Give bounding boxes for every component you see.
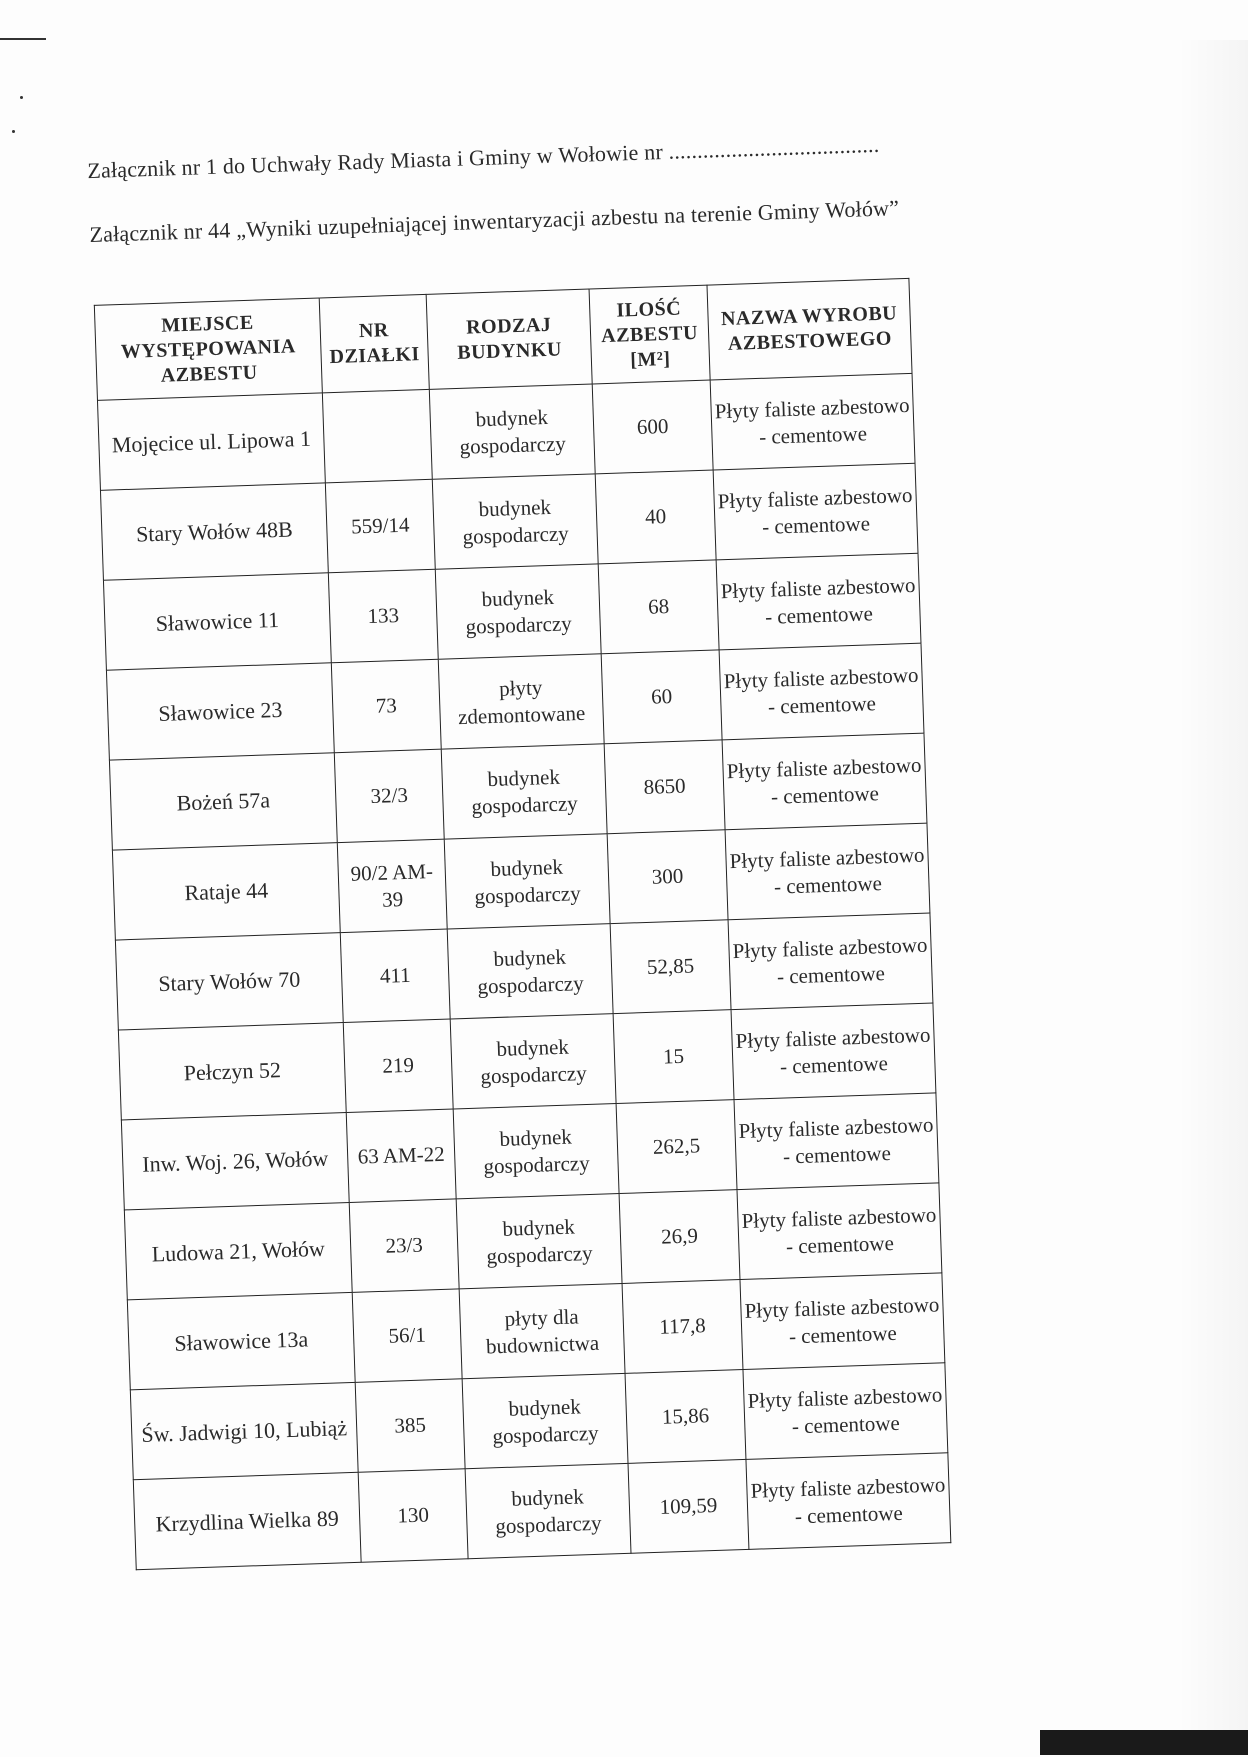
cell-asbestos-amount: 117,8 bbox=[622, 1280, 743, 1374]
cell-asbestos-amount: 600 bbox=[592, 380, 713, 474]
cell-product-name: Płyty faliste azbestowo - cementowe bbox=[740, 1273, 945, 1370]
cell-plot-number: 133 bbox=[328, 569, 438, 662]
cell-place: Krzydlina Wielka 89 bbox=[133, 1472, 361, 1569]
cell-asbestos-amount: 8650 bbox=[604, 740, 725, 834]
cell-asbestos-amount: 26,9 bbox=[619, 1190, 740, 1284]
cell-asbestos-amount: 52,85 bbox=[610, 920, 731, 1014]
cell-product-name: Płyty faliste azbestowo - cementowe bbox=[737, 1183, 942, 1280]
cell-building-type: budynek gospodarczy bbox=[447, 924, 613, 1019]
cell-product-name: Płyty faliste azbestowo - cementowe bbox=[731, 1003, 936, 1100]
cell-place: Ludowa 21, Wołów bbox=[124, 1202, 352, 1299]
cell-building-type: budynek gospodarczy bbox=[462, 1373, 628, 1468]
cell-building-type: budynek gospodarczy bbox=[456, 1194, 622, 1289]
cell-plot-number: 385 bbox=[355, 1379, 465, 1472]
cell-building-type: budynek gospodarczy bbox=[453, 1104, 619, 1199]
cell-plot-number: 56/1 bbox=[352, 1289, 462, 1382]
table-body bbox=[97, 373, 950, 1569]
cell-place: Sławowice 11 bbox=[103, 573, 331, 670]
cell-place: Pełczyn 52 bbox=[118, 1023, 346, 1120]
cell-building-type: budynek gospodarczy bbox=[435, 564, 601, 659]
cell-place: Mojęcice ul. Lipowa 1 bbox=[97, 393, 325, 490]
cell-product-name: Płyty faliste azbestowo - cementowe bbox=[722, 733, 927, 830]
cell-building-type: budynek gospodarczy bbox=[432, 474, 598, 569]
cell-product-name: Płyty faliste azbestowo - cementowe bbox=[746, 1453, 951, 1550]
cell-product-name: Płyty faliste azbestowo - cementowe bbox=[743, 1363, 948, 1460]
cell-plot-number: 219 bbox=[343, 1019, 453, 1112]
column-header-building: RODZAJ BUDYNKU bbox=[426, 289, 592, 389]
asbestos-inventory-table bbox=[94, 278, 952, 1570]
cell-building-type: płyty dla budownictwa bbox=[459, 1283, 625, 1378]
cell-product-name: Płyty faliste azbestowo - cementowe bbox=[728, 913, 933, 1010]
attachment-heading: Załącznik nr 1 do Uchwały Rady Miasta i Gminy w Wołowie nr ..................................... bbox=[86, 131, 880, 184]
cell-building-type: płyty zdemontowane bbox=[438, 654, 604, 749]
cell-place: Inw. Woj. 26, Wołów bbox=[121, 1113, 349, 1210]
cell-product-name: Płyty faliste azbestowo - cementowe bbox=[734, 1093, 939, 1190]
cell-building-type: budynek gospodarczy bbox=[441, 744, 607, 839]
cell-place: Stary Wołów 48B bbox=[100, 483, 328, 580]
cell-plot-number: 32/3 bbox=[334, 749, 444, 842]
cell-product-name: Płyty faliste azbestowo - cementowe bbox=[713, 463, 918, 560]
cell-asbestos-amount: 300 bbox=[607, 830, 728, 924]
cell-plot-number: 73 bbox=[331, 659, 441, 752]
cell-plot-number: 411 bbox=[340, 929, 450, 1022]
cell-place: Bożeń 57a bbox=[109, 753, 337, 850]
cell-plot-number: 130 bbox=[358, 1469, 468, 1562]
cell-plot-number bbox=[322, 389, 432, 482]
cell-product-name: Płyty faliste azbestowo - cementowe bbox=[710, 373, 915, 470]
cell-plot-number: 559/14 bbox=[325, 479, 435, 572]
cell-product-name: Płyty faliste azbestowo - cementowe bbox=[719, 643, 924, 740]
cell-asbestos-amount: 15 bbox=[613, 1010, 734, 1104]
column-header-product: NAZWA WYROBU AZBESTOWEGO bbox=[707, 278, 912, 380]
cell-place: Sławowice 13a bbox=[127, 1292, 355, 1389]
cell-plot-number: 90/2 AM-39 bbox=[337, 839, 447, 932]
scan-bottom-edge bbox=[1040, 1730, 1248, 1755]
column-header-place: MIEJSCE WYSTĘPOWANIA AZBESTU bbox=[94, 298, 322, 400]
cell-asbestos-amount: 68 bbox=[598, 560, 719, 654]
cell-plot-number: 23/3 bbox=[349, 1199, 459, 1292]
cell-building-type: budynek gospodarczy bbox=[450, 1014, 616, 1109]
cell-place: Rataje 44 bbox=[112, 843, 340, 940]
cell-place: Św. Jadwigi 10, Lubiąż bbox=[130, 1382, 358, 1479]
cell-place: Sławowice 23 bbox=[106, 663, 334, 760]
cell-asbestos-amount: 60 bbox=[601, 650, 722, 744]
cell-asbestos-amount: 262,5 bbox=[616, 1100, 737, 1194]
cell-place: Stary Wołów 70 bbox=[115, 933, 343, 1030]
column-header-plot: NR DZIAŁKI bbox=[319, 294, 429, 392]
cell-product-name: Płyty faliste azbestowo - cementowe bbox=[716, 553, 921, 650]
cell-asbestos-amount: 15,86 bbox=[625, 1369, 746, 1463]
cell-asbestos-amount: 109,59 bbox=[628, 1459, 749, 1553]
cell-building-type: budynek gospodarczy bbox=[444, 834, 610, 929]
cell-product-name: Płyty faliste azbestowo - cementowe bbox=[725, 823, 930, 920]
cell-building-type: budynek gospodarczy bbox=[465, 1463, 631, 1558]
column-header-amount: ILOŚĆ AZBESTU [M²] bbox=[589, 285, 710, 384]
cell-asbestos-amount: 40 bbox=[595, 470, 716, 564]
cell-building-type: budynek gospodarczy bbox=[429, 384, 595, 479]
cell-plot-number: 63 AM-22 bbox=[346, 1109, 456, 1202]
attachment-subheading: Załącznik nr 44 „Wyniki uzupełniającej inwentaryzacji azbestu na terenie Gminy Wołów” bbox=[89, 195, 900, 248]
